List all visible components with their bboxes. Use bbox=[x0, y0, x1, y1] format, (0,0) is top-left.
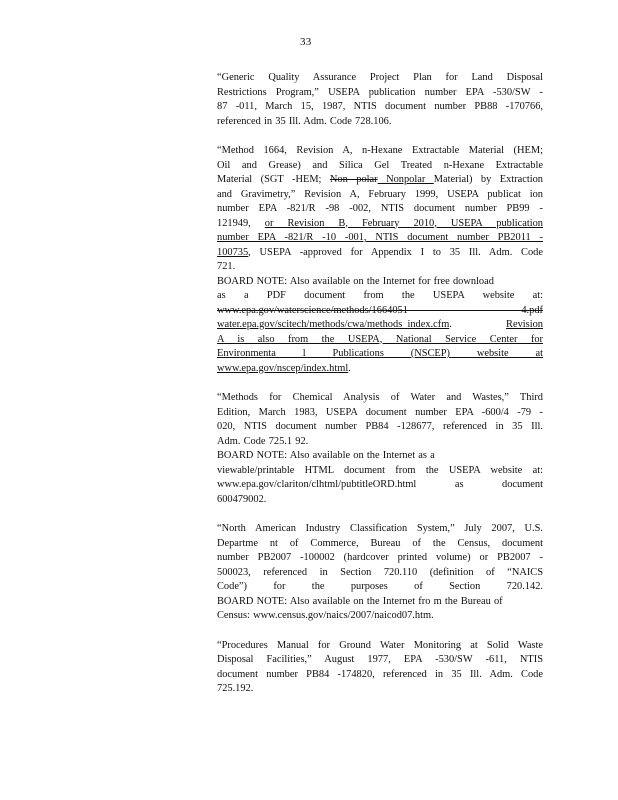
reference-line bbox=[217, 217, 543, 232]
reference-line bbox=[217, 318, 543, 333]
line-text: . bbox=[449, 319, 507, 330]
reference-line bbox=[217, 231, 543, 246]
reference-line: Departme nt of Commerce, Bureau of the Census, document bbox=[217, 537, 543, 549]
reference-line: 500023, referenced in Section 720.110 (definition of “NAICS bbox=[217, 566, 543, 578]
reference-line bbox=[217, 173, 543, 188]
reference-line: “Procedures Manual for Ground Water Monitoring at Solid Waste bbox=[217, 639, 543, 651]
reference-line bbox=[217, 347, 543, 362]
deleted-text: www.epa.gov/waterscience/methods/1664051 4.pdf bbox=[217, 304, 543, 316]
reference-line: 020, NTIS document number PB84 -128677, referenced in 35 Ill. bbox=[217, 421, 543, 432]
reference-line: BOARD NOTE: Also available on the Internet for free download bbox=[217, 275, 494, 287]
inserted-text: Nonpolar bbox=[377, 174, 434, 185]
reference-entry bbox=[217, 522, 543, 624]
reference-line: Census: www.census.gov/naics/2007/naicod07.htm. bbox=[217, 610, 434, 621]
reference-line: Disposal Facilities,” August 1977, EPA -530/SW -611, NTIS bbox=[217, 654, 543, 665]
reference-line: “Methods for Chemical Analysis of Water and Wastes,” Third bbox=[217, 392, 543, 403]
inserted-text: 100735 bbox=[217, 246, 249, 258]
inserted-text: A is also from the USEPA, National Service Center for bbox=[217, 333, 543, 345]
reference-line bbox=[217, 362, 543, 377]
line-text: 121949, bbox=[217, 217, 265, 229]
reference-line: 87 -011, March 15, 1987, NTIS document number PB88 -170766, bbox=[217, 101, 543, 112]
reference-line: Adm. Code 725.1 92. bbox=[217, 435, 309, 447]
reference-line bbox=[217, 333, 543, 348]
reference-line: 721. bbox=[217, 261, 236, 272]
reference-line bbox=[217, 246, 543, 261]
reference-line: “North American Industry Classification System,” July 2007, U.S. bbox=[217, 523, 543, 534]
reference-line bbox=[217, 304, 543, 319]
reference-line: number PB2007 -100002 (hardcover printed volume) or PB2007 - bbox=[217, 552, 543, 563]
reference-line: “Generic Quality Assurance Project Plan for Land Disposal bbox=[217, 72, 543, 83]
reference-line: referenced in 35 Ill. Adm. Code 728.106. bbox=[217, 115, 392, 127]
reference-entry bbox=[217, 71, 543, 129]
reference-line: document number PB84 -174820, referenced in 35 Ill. Adm. Code bbox=[217, 668, 543, 680]
reference-line: Code”) for the purposes of Section 720.142. bbox=[217, 581, 543, 592]
inserted-text: water.epa.gov/scitech/methods/cwa/methods_index.cfm bbox=[217, 319, 450, 330]
reference-line: BOARD NOTE: Also available on the Internet as a bbox=[217, 450, 435, 461]
reference-line: Oil and Grease) and Silica Gel Treated n-Hexane Extractable bbox=[217, 159, 543, 171]
reference-list bbox=[217, 71, 543, 712]
line-text: Material (SGT -HEM; bbox=[217, 174, 330, 185]
reference-line: as a PDF document from the USEPA website at: bbox=[217, 290, 543, 301]
inserted-text: Environmenta l Publications (NSCEP) website at bbox=[217, 348, 543, 359]
reference-line: “Method 1664, Revision A, n-Hexane Extractable Material (HEM; bbox=[217, 145, 543, 156]
reference-entry bbox=[217, 144, 543, 376]
page-number: 33 bbox=[300, 36, 312, 48]
reference-line: 725.192. bbox=[217, 683, 254, 694]
inserted-text: or Revision B, February 2010, USEPA publication bbox=[264, 217, 543, 229]
line-text: Material) by Extraction bbox=[433, 174, 543, 185]
reference-line: Restrictions Program,” USEPA publication number EPA -530/SW - bbox=[217, 86, 543, 98]
reference-line: www.epa.gov/clariton/clhtml/pubtitleORD.html as document bbox=[217, 479, 543, 490]
reference-line: number EPA -821/R -98 -002, NTIS document number PB99 - bbox=[217, 203, 543, 214]
line-text: . bbox=[348, 362, 351, 374]
line-text: , USEPA -approved for Appendix I to 35 Ill. Adm. Code bbox=[248, 246, 543, 258]
reference-line: Edition, March 1983, USEPA document number EPA -600/4 -79 - bbox=[217, 406, 543, 418]
reference-line: 600479002. bbox=[217, 493, 267, 505]
reference-entry bbox=[217, 391, 543, 507]
inserted-text: number EPA -821/R -10 -001, NTIS document number PB2011 - bbox=[217, 232, 543, 243]
deleted-text: Non polar bbox=[329, 174, 378, 185]
reference-line: viewable/printable HTML document from the USEPA website at: bbox=[217, 464, 543, 476]
reference-line: and Gravimetry,” Revision A, February 1999, USEPA publicat ion bbox=[217, 188, 543, 200]
inserted-text: Revision bbox=[506, 319, 543, 330]
inserted-text: www.epa.gov/nscep/index.html bbox=[217, 362, 349, 374]
reference-entry bbox=[217, 639, 543, 697]
reference-line: BOARD NOTE: Also available on the Internet fro m the Bureau of bbox=[217, 595, 503, 607]
